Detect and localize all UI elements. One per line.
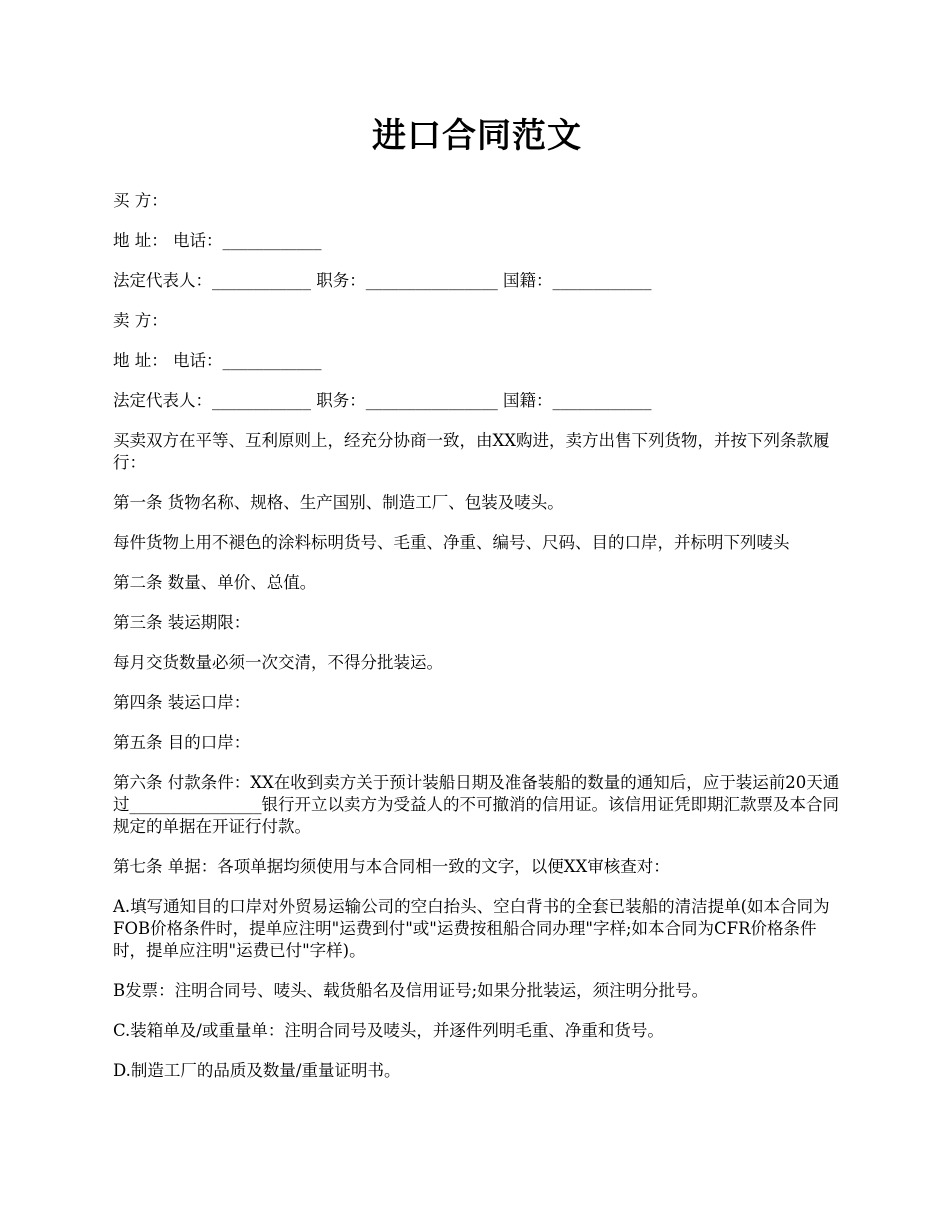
seller-label: 卖 方：: [113, 311, 168, 330]
article-1-detail: 每件货物上用不褪色的涂料标明货号、毛重、净重、编号、尺码、目的口岸，并标明下列唛头: [113, 533, 790, 552]
document-title: 进口合同范文: [372, 116, 582, 156]
article-7-item-b: B发票：注明合同号、唛头、载货船名及信用证号;如果分批装运，须注明分批号。: [113, 981, 709, 1000]
article-2: 第二条 数量、单价、总值。: [113, 573, 317, 592]
article-3-detail: 每月交货数量必须一次交清，不得分批装运。: [113, 653, 443, 672]
preamble: 买卖双方在平等、互利原则上，经充分协商一致，由XX购进，卖方出售下列货物，并按下列条款履行：: [113, 431, 830, 472]
article-7: 第七条 单据：各项单据均须使用与本合同相一致的文字，以便XX审核查对：: [113, 857, 670, 876]
article-6: 第六条 付款条件：XX在收到卖方关于预计装船日期及准备装船的数量的通知后，应于装运前20天通过________________银行开立以卖方为受益人的不可撤消的信用证。该信用证凭即期汇款票及本合同规定的单据在开证行付款。: [113, 773, 840, 836]
article-1: 第一条 货物名称、规格、生产国别、制造工厂、包装及唛头。: [113, 493, 564, 512]
buyer-address-phone: 地 址： 电话：____________: [113, 231, 322, 250]
article-5: 第五条 目的口岸：: [113, 733, 251, 752]
seller-representative: 法定代表人：____________ 职务：________________ 国籍：____________: [113, 391, 652, 410]
buyer-label: 买 方：: [113, 191, 168, 210]
contract-document: [113, 112, 841, 1100]
article-7-item-d: D.制造工厂的品质及数量/重量证明书。: [113, 1061, 401, 1080]
article-7-item-a: A.填写通知目的口岸对外贸易运输公司的空白抬头、空白背书的全套已装船的清洁提单(如本合同为FOB价格条件时，提单应注明"运费到付"或"运费按租船合同办理"字样;如本合同为CFR价格条件时，提单应注明"运费已付"字样)。: [113, 897, 830, 960]
article-3: 第三条 装运期限：: [113, 613, 251, 632]
seller-address-phone: 地 址： 电话：____________: [113, 351, 322, 370]
article-7-item-c: C.装箱单及/或重量单：注明合同号及唛头，并逐件列明毛重、净重和货号。: [113, 1021, 664, 1040]
buyer-representative: 法定代表人：____________ 职务：________________ 国籍：____________: [113, 271, 652, 290]
article-4: 第四条 装运口岸：: [113, 693, 251, 712]
